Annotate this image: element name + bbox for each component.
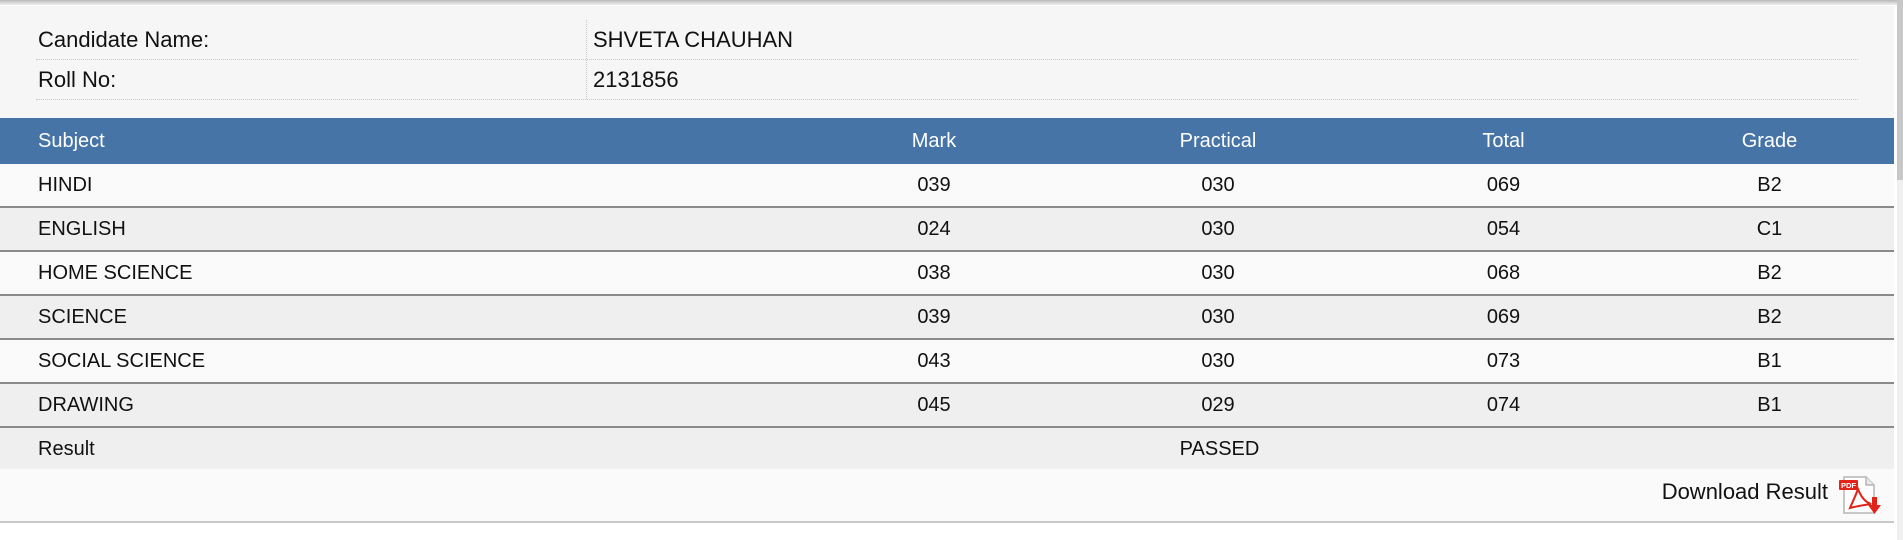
mark-cell: 043 [794,339,1074,383]
header-total: Total [1362,118,1645,164]
marks-table [0,118,1894,472]
total-cell: 074 [1362,383,1645,427]
total-cell: 073 [1362,339,1645,383]
practical-cell: 030 [1074,295,1362,339]
subject-cell: ENGLISH [0,207,794,251]
practical-cell: 030 [1074,164,1362,207]
page-scrollbar[interactable] [1897,0,1903,540]
mark-cell: 045 [794,383,1074,427]
total-cell: 054 [1362,207,1645,251]
roll-number-value: 2131856 [593,67,679,92]
download-bar [0,469,1894,523]
header-practical: Practical [1074,118,1362,164]
grade-cell: B2 [1645,251,1894,295]
total-cell: 069 [1362,295,1645,339]
table-row [0,339,1894,383]
scrollbar-thumb[interactable] [1897,0,1903,180]
subject-cell: HINDI [0,164,794,207]
mark-cell: 039 [794,164,1074,207]
mark-cell: 039 [794,295,1074,339]
table-row [0,295,1894,339]
practical-cell: 029 [1074,383,1362,427]
header-subject: Subject [0,118,794,164]
grade-cell: C1 [1645,207,1894,251]
table-header-row [0,118,1894,164]
header-grade: Grade [1645,118,1894,164]
roll-number-row [36,60,1858,100]
header-mark: Mark [794,118,1074,164]
svg-text:PDF: PDF [1841,481,1856,490]
result-label: Result [0,427,794,471]
candidate-name-row [36,20,1858,60]
subject-cell: SCIENCE [0,295,794,339]
practical-cell: 030 [1074,251,1362,295]
pdf-icon[interactable] [1836,473,1882,517]
grade-cell: B1 [1645,339,1894,383]
mark-cell: 038 [794,251,1074,295]
total-cell: 069 [1362,164,1645,207]
subject-cell: DRAWING [0,383,794,427]
candidate-info-panel [0,6,1894,119]
subject-cell: SOCIAL SCIENCE [0,339,794,383]
grade-cell: B1 [1645,383,1894,427]
candidate-name-value: SHVETA CHAUHAN [593,27,794,52]
practical-cell: 030 [1074,207,1362,251]
total-cell: 068 [1362,251,1645,295]
result-row [0,427,1894,471]
result-empty-cell [1645,427,1894,471]
mark-cell: 024 [794,207,1074,251]
table-row [0,164,1894,207]
roll-number-label: Roll No: [38,60,587,99]
candidate-name-label: Candidate Name: [38,20,587,59]
grade-cell: B2 [1645,295,1894,339]
table-row [0,251,1894,295]
grade-cell: B2 [1645,164,1894,207]
table-row [0,383,1894,427]
table-row [0,207,1894,251]
result-value: PASSED [794,427,1645,471]
subject-cell: HOME SCIENCE [0,251,794,295]
download-result-link[interactable]: Download Result [1661,479,1828,504]
top-shadow [0,0,1897,5]
practical-cell: 030 [1074,339,1362,383]
